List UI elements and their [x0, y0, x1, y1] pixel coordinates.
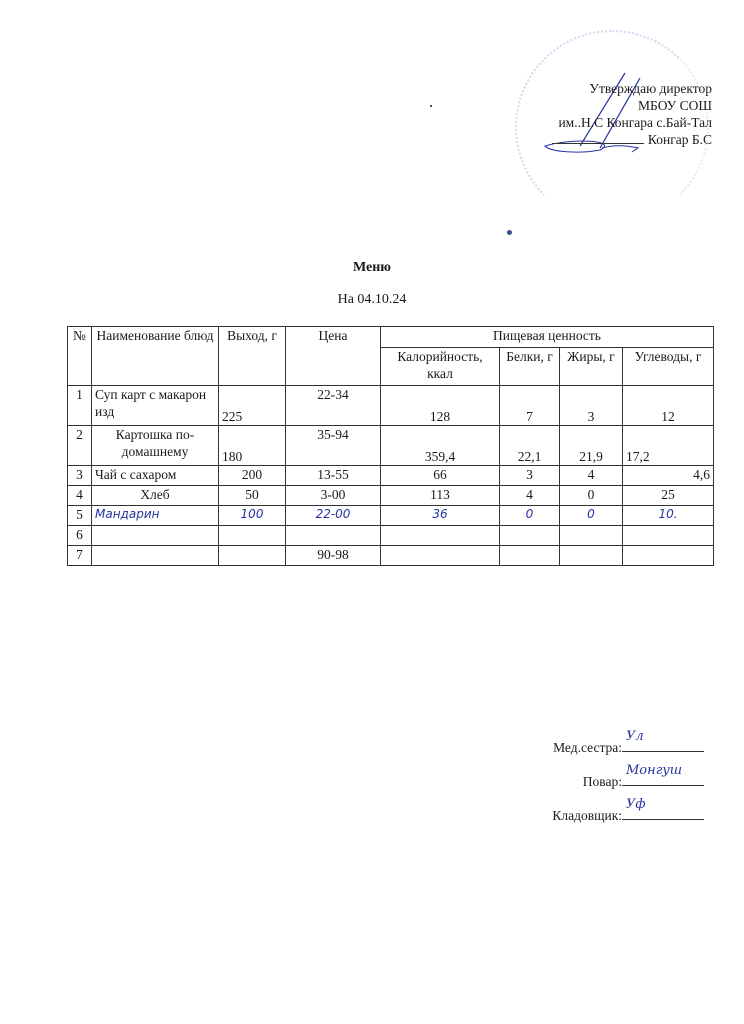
header-num: №: [68, 327, 92, 386]
cell-price: 3-00: [286, 486, 381, 506]
cell-calories: 36: [381, 506, 500, 526]
ink-speck: [507, 230, 512, 235]
director-name: Конгар Б.С: [647, 132, 712, 147]
cell-num: 1: [68, 386, 92, 426]
cell-calories: [381, 526, 500, 546]
cell-carbs: 17,2: [623, 426, 714, 466]
approval-block: [552, 80, 712, 148]
cell-num: 7: [68, 546, 92, 566]
cell-protein: [500, 526, 560, 546]
cell-fat: [560, 526, 623, 546]
cook-signature-line: [622, 763, 704, 786]
cell-output: [219, 526, 286, 546]
cell-num: 4: [68, 486, 92, 506]
cell-name: Суп карт с макарон изд: [92, 386, 219, 426]
header-fat: Жиры, г: [560, 348, 623, 386]
cell-calories: 66: [381, 466, 500, 486]
cell-carbs: 25: [623, 486, 714, 506]
table-row: [68, 466, 714, 486]
storekeeper-label: Кладовщик:: [552, 808, 622, 823]
cell-output: 225: [219, 386, 286, 426]
cell-calories: [381, 546, 500, 566]
table-row: [68, 386, 714, 426]
cell-num: 2: [68, 426, 92, 466]
approval-line-2: МБОУ СОШ: [638, 98, 712, 113]
cell-carbs: 12: [623, 386, 714, 426]
cell-protein: 22,1: [500, 426, 560, 466]
cell-output: 100: [219, 506, 286, 526]
cell-name: Чай с сахаром: [92, 466, 219, 486]
cell-output: 180: [219, 426, 286, 466]
cell-name: Картошка по-домашнему: [92, 426, 219, 466]
header-price: Цена: [286, 327, 381, 386]
cell-num: 6: [68, 526, 92, 546]
signatures-block: [552, 729, 704, 837]
approval-line-3: им..Н.С Конгара с.Бай-Тал: [558, 115, 712, 130]
cell-output: [219, 546, 286, 566]
header-protein: Белки, г: [500, 348, 560, 386]
cell-carbs: [623, 526, 714, 546]
table-row: [68, 506, 714, 526]
cell-calories: 359,4: [381, 426, 500, 466]
cell-protein: [500, 546, 560, 566]
cell-name: Мандарин: [92, 506, 219, 526]
cell-num: 3: [68, 466, 92, 486]
cell-calories: 128: [381, 386, 500, 426]
cell-fat: 0: [560, 486, 623, 506]
cell-price: 35-94: [286, 426, 381, 466]
cell-carbs: 10.: [623, 506, 714, 526]
header-nutrition: Пищевая ценность: [381, 327, 714, 348]
header-output: Выход, г: [219, 327, 286, 386]
storekeeper-signature: Уф: [626, 797, 646, 812]
cell-protein: 4: [500, 486, 560, 506]
cell-calories: 113: [381, 486, 500, 506]
director-signature-line: [552, 133, 644, 144]
nurse-signature-line: [622, 729, 704, 752]
header-name: Наименование блюд: [92, 327, 219, 386]
table-row: [68, 486, 714, 506]
cook-signature: Монгуш: [626, 763, 683, 778]
header-carbs: Углеводы, г: [623, 348, 714, 386]
table-header-row: [68, 327, 714, 348]
cell-protein: 0: [500, 506, 560, 526]
cell-price: 22-34: [286, 386, 381, 426]
cell-carbs: [623, 546, 714, 566]
cook-label: Повар:: [582, 774, 622, 789]
nurse-label: Мед.сестра:: [553, 740, 622, 755]
nurse-signature: Ул: [626, 729, 644, 744]
cell-protein: 3: [500, 466, 560, 486]
cell-fat: 3: [560, 386, 623, 426]
cell-price: [286, 526, 381, 546]
cell-carbs: 4,6: [623, 466, 714, 486]
cell-num: 5: [68, 506, 92, 526]
storekeeper-signature-line: [622, 797, 704, 820]
ink-dot: [430, 105, 432, 107]
document-title: Меню: [352, 260, 391, 275]
menu-table: [67, 326, 714, 566]
cell-price-total: 90-98: [286, 546, 381, 566]
cell-output: 50: [219, 486, 286, 506]
cell-price: 13-55: [286, 466, 381, 486]
cell-fat: 4: [560, 466, 623, 486]
cell-fat: [560, 546, 623, 566]
cell-fat: 21,9: [560, 426, 623, 466]
approval-line-4: [552, 131, 712, 148]
table-row: [68, 546, 714, 566]
cell-name: Хлеб: [92, 486, 219, 506]
cell-name: [92, 546, 219, 566]
table-row: [68, 526, 714, 546]
storekeeper-signature-row: [552, 797, 704, 837]
header-calories: Калорийность, ккал: [381, 348, 500, 386]
cell-name: [92, 526, 219, 546]
approval-line-1: Утверждаю директор: [589, 81, 712, 96]
cell-fat: 0: [560, 506, 623, 526]
cell-output: 200: [219, 466, 286, 486]
cell-protein: 7: [500, 386, 560, 426]
table-row: [68, 426, 714, 466]
cell-price: 22-00: [286, 506, 381, 526]
document-date: На 04.10.24: [337, 292, 407, 307]
